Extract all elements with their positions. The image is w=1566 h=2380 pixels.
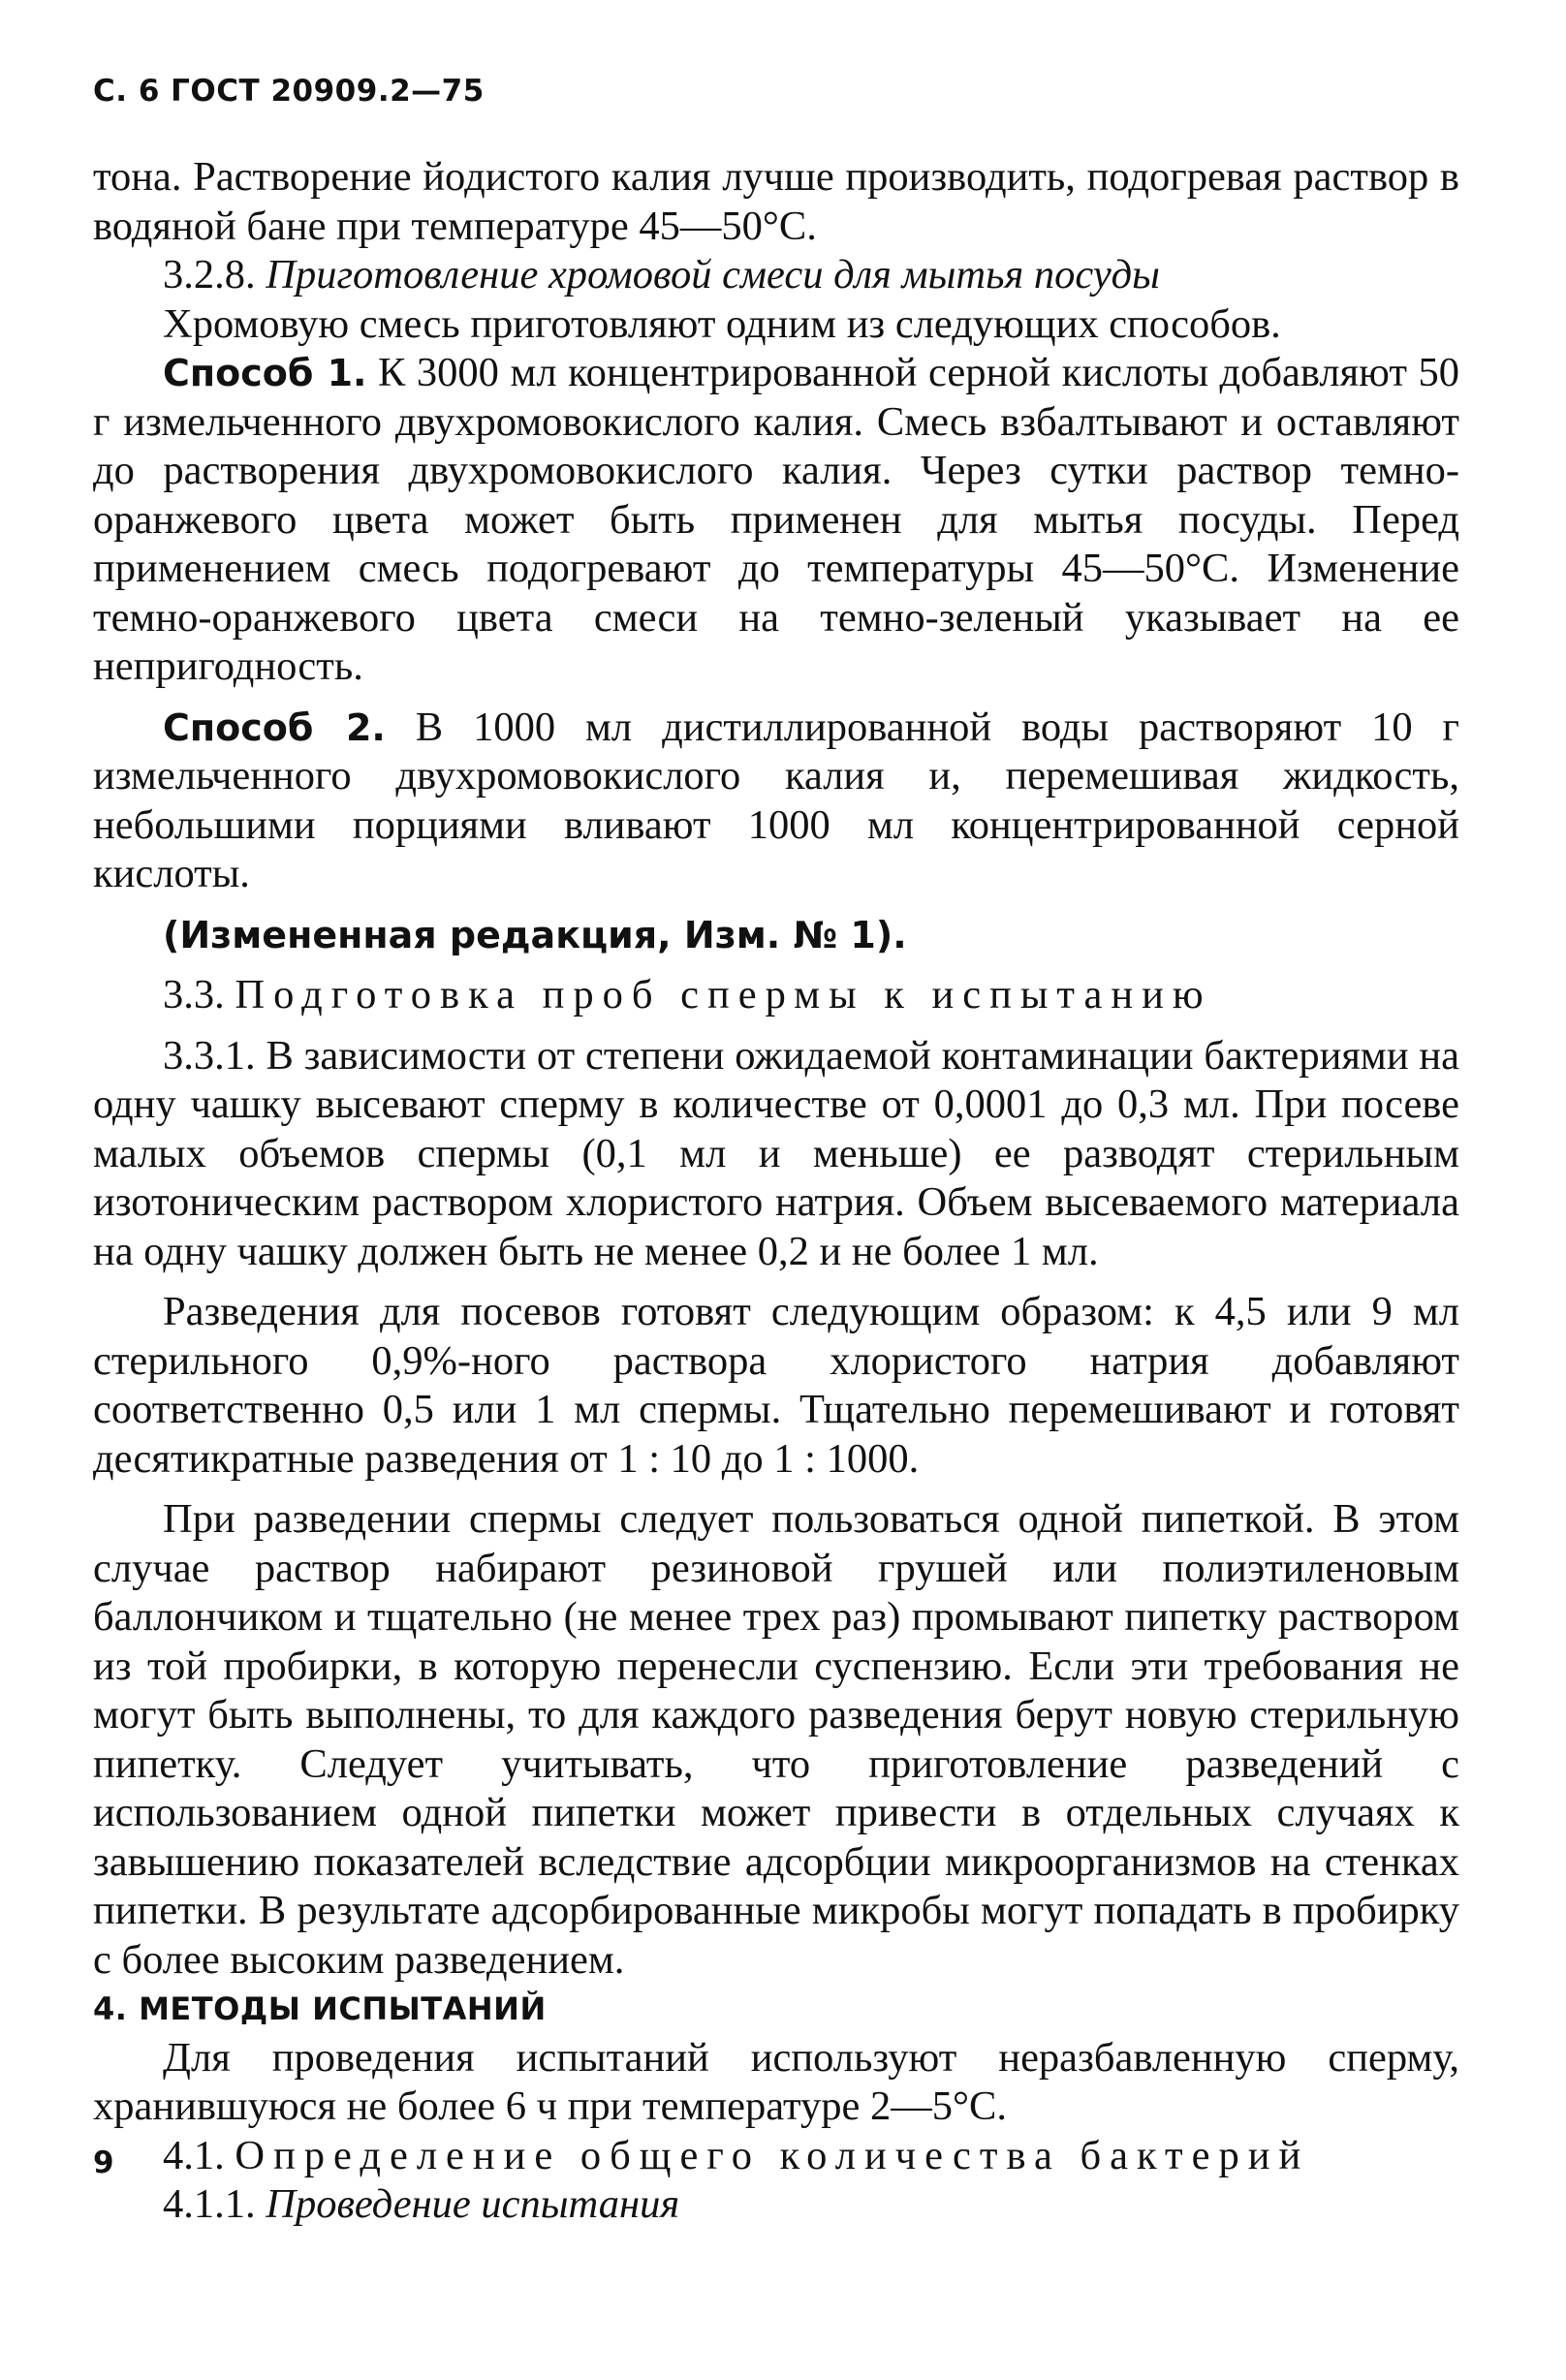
paragraph-3-3-1: 3.3.1. В зависимости от степени ожидаемой контаминации бактериями на одну чашку высевают сперму в количестве от 0,0001 до 0,3 мл. При посеве малых объемов спермы (0,1 мл и меньше) ее разводят стерильным изотоническим раствором хлористого натрия. Объем высеваемого материала на одну чашку должен быть не менее 0,2 и не более 1 мл.: [93, 1032, 1459, 1274]
section-4-title: 4. МЕТОДЫ ИСПЫТАНИЙ: [93, 1990, 547, 2027]
subsection-3-3-heading: [93, 971, 1459, 1020]
amendment-note: [93, 911, 1459, 960]
paragraph-method-2: [93, 704, 1459, 899]
subsection-number: 3.3.: [163, 972, 225, 1018]
subsection-3-2-8-heading: [93, 251, 1459, 300]
subsection-number: 3.2.8.: [163, 252, 256, 298]
amendment-text: (Измененная редакция, Изм. № 1).: [163, 913, 907, 956]
paragraph-continuation: тона. Растворение йодистого калия лучше производить, подогревая раствор в водяной бане при температуре 45—50°С.: [93, 154, 1459, 249]
page-number: 9: [93, 2145, 114, 2180]
paragraph-section-4-intro: Для проведения испытаний используют неразбавленную сперму, хранившуюся не более 6 ч при температуре 2—5°С.: [93, 2034, 1459, 2129]
method-2-text: В 1000 мл дистиллированной воды растворяют 10 г измельченного двухромовокислого калия и, перемешивая жидкость, небольшими порциями вливают 1000 мл концентрированной серной кислоты.: [93, 704, 1459, 896]
page-header: С. 6 ГОСТ 20909.2—75: [93, 74, 485, 109]
method-2-label: Способ 2.: [163, 705, 386, 749]
subsection-title: Подготовка проб спермы к испытанию: [235, 972, 1212, 1018]
method-1-text: К 3000 мл концентрированной серной кислоты добавляют 50 г измельченного двухромовокислого калия. Смесь взбалтывают и оставляют до растворения двухромовокислого калия. Через сутки раствор темно-оранжевого цвета может быть применен для мытья посуды. Перед применением смесь подогревают до температуры 45—50°С. Изменение темно-оранжевого цвета смеси на темно-зеленый указывает на ее непригодность.: [93, 350, 1459, 689]
paragraph-method-1: [93, 349, 1459, 692]
subsection-title: Определение общего количества бактерий: [235, 2132, 1310, 2178]
document-body: [93, 153, 1459, 2230]
subsection-number: 4.1.1.: [163, 2181, 256, 2227]
subsection-title: Проведение испытания: [266, 2181, 680, 2227]
method-1-label: Способ 1.: [163, 352, 367, 394]
paragraph-chromic-mixture-intro: Хромовую смесь приготовляют одним из следующих способов.: [163, 300, 1281, 347]
subsection-number: 4.1.: [163, 2132, 225, 2178]
subsection-title: Приготовление хромовой смеси для мытья посуды: [266, 252, 1160, 298]
paragraph-pipette: При разведении спермы следует пользоваться одной пипеткой. В этом случае раствор набирают резиновой грушей или полиэтиленовым баллончиком и тщательно (не менее трех раз) промывают пипетку раствором из той пробирки, в которую перенесли суспензию. Если эти требования не могут быть выполнены, то для каждого разведения берут новую стерильную пипетку. Следует учитывать, что приготовление разведений с использованием одной пипетки может привести в отдельных случаях к завышению показателей вследствие адсорбции микроорганизмов на стенках пипетки. В результате адсорбированные микробы могут попадать в пробирку с более высоким разведением.: [93, 1496, 1459, 1983]
subsection-4-1-heading: [93, 2132, 1459, 2181]
paragraph-dilutions: Разведения для посевов готовят следующим образом: к 4,5 или 9 мл стерильного 0,9%-ного раствора хлористого натрия добавляют соответственно 0,5 или 1 мл спермы. Тщательно перемешивают и готовят десятикратные разведения от 1 : 10 до 1 : 1000.: [93, 1289, 1459, 1482]
subsection-4-1-1-heading: [93, 2180, 1459, 2230]
